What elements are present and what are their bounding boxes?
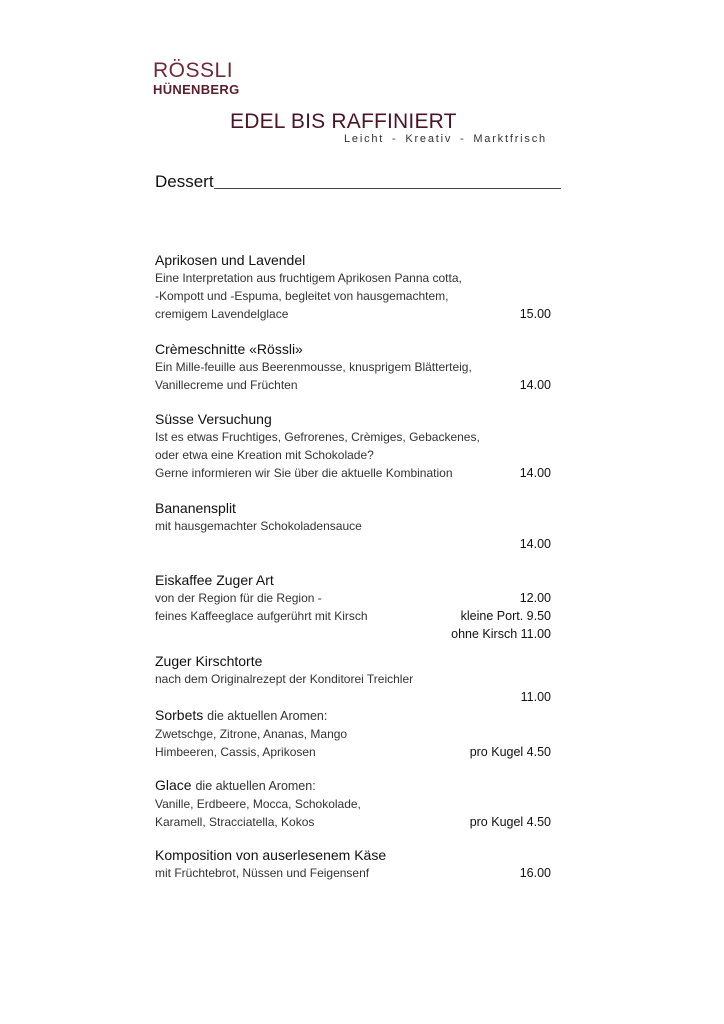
item-title: Komposition von auserlesenem Käse xyxy=(155,847,387,863)
item-price: 12.00 xyxy=(519,591,551,605)
item-description: -Kompott und -Espuma, begleitet von hausgemachtem, xyxy=(155,289,449,303)
item-description: Karamell, Stracciatella, Kokos xyxy=(155,815,315,829)
item-line xyxy=(155,688,551,706)
item-line xyxy=(155,743,551,761)
item-title: Aprikosen und Lavendel xyxy=(155,252,306,268)
menu-item xyxy=(155,706,551,761)
item-line xyxy=(155,269,551,287)
item-description: Ein Mille-feuille aus Beerenmousse, knusprigem Blätterteig, xyxy=(155,360,472,374)
item-title: Zuger Kirschtorte xyxy=(155,653,263,669)
item-description: feines Kaffeeglace aufgerührt mit Kirsch xyxy=(155,609,368,623)
menu-item xyxy=(155,499,551,553)
item-title: Eiskaffee Zuger Art xyxy=(155,572,274,588)
logo-name: RÖSSLI xyxy=(153,59,234,82)
item-name xyxy=(155,846,551,864)
item-name xyxy=(155,571,551,589)
section-rule xyxy=(214,188,561,189)
logo-location: HÜNENBERG xyxy=(153,82,240,97)
item-description: Vanillecreme und Früchten xyxy=(155,378,298,392)
item-description: nach dem Originalrezept der Konditorei Treichler xyxy=(155,672,414,686)
item-title: Crèmeschnitte «Rössli» xyxy=(155,341,303,357)
item-description: oder etwa eine Kreation mit Schokolade? xyxy=(155,448,374,462)
restaurant-logo xyxy=(153,60,239,96)
item-line xyxy=(155,589,551,607)
item-line xyxy=(155,376,551,394)
item-description: cremigem Lavendelglace xyxy=(155,307,289,321)
item-description: Ist es etwas Fruchtiges, Gefrorenes, Crèmiges, Gebackenes, xyxy=(155,430,480,444)
item-name-sub: die aktuellen Aromen: xyxy=(195,779,316,793)
item-description: Eine Interpretation aus fruchtigem Aprikosen Panna cotta, xyxy=(155,271,462,285)
item-title: Glace xyxy=(155,777,192,793)
item-title: Bananensplit xyxy=(155,500,236,516)
item-line xyxy=(155,358,551,376)
item-name xyxy=(155,251,551,269)
item-line xyxy=(155,725,551,743)
item-price: ohne Kirsch 11.00 xyxy=(451,627,551,641)
item-line xyxy=(155,305,551,323)
item-description: mit Früchtebrot, Nüssen und Feigensenf xyxy=(155,866,370,880)
item-line xyxy=(155,287,551,305)
item-name xyxy=(155,499,551,517)
item-price: 15.00 xyxy=(519,307,551,321)
item-title: Sorbets xyxy=(155,707,204,723)
item-name xyxy=(155,706,551,725)
item-line xyxy=(155,464,551,482)
menu-item xyxy=(155,340,551,394)
menu-item xyxy=(155,846,551,882)
item-description: mit hausgemachter Schokoladensauce xyxy=(155,519,362,533)
item-line xyxy=(155,446,551,464)
menu-item xyxy=(155,251,551,323)
item-name xyxy=(155,340,551,358)
item-name xyxy=(155,776,551,795)
item-price: 11.00 xyxy=(520,690,551,704)
menu-item xyxy=(155,652,551,706)
menu-item xyxy=(155,776,551,831)
menu-item xyxy=(155,571,551,643)
item-line xyxy=(155,535,551,553)
item-name xyxy=(155,410,551,428)
item-price: 16.00 xyxy=(519,866,551,880)
menu-item xyxy=(155,410,551,482)
item-price: pro Kugel 4.50 xyxy=(469,815,551,829)
item-line xyxy=(155,813,551,831)
item-line xyxy=(155,670,551,688)
section-label: Dessert xyxy=(155,172,214,191)
item-price: 14.00 xyxy=(519,378,551,392)
menu-title: EDEL BIS RAFFINIERT xyxy=(230,110,457,133)
item-price: pro Kugel 4.50 xyxy=(469,745,551,759)
item-line xyxy=(155,428,551,446)
item-description: Vanille, Erdbeere, Mocca, Schokolade, xyxy=(155,797,361,811)
item-line xyxy=(155,607,551,625)
item-line xyxy=(155,625,551,643)
item-description: von der Region für die Region - xyxy=(155,591,322,605)
item-price: kleine Port. 9.50 xyxy=(460,609,551,623)
item-description: Gerne informieren wir Sie über die aktuelle Kombination xyxy=(155,466,453,480)
item-price: 14.00 xyxy=(519,537,551,551)
item-line xyxy=(155,795,551,813)
item-name xyxy=(155,652,551,670)
item-line xyxy=(155,864,551,882)
item-line xyxy=(155,517,551,535)
item-name-sub: die aktuellen Aromen: xyxy=(207,709,328,723)
item-title: Süsse Versuchung xyxy=(155,411,272,427)
item-price: 14.00 xyxy=(519,466,551,480)
section-heading xyxy=(155,172,561,192)
item-description: Zwetschge, Zitrone, Ananas, Mango xyxy=(155,727,348,741)
item-description: Himbeeren, Cassis, Aprikosen xyxy=(155,745,316,759)
menu-subtitle: Leicht - Kreativ - Marktfrisch xyxy=(344,133,547,145)
